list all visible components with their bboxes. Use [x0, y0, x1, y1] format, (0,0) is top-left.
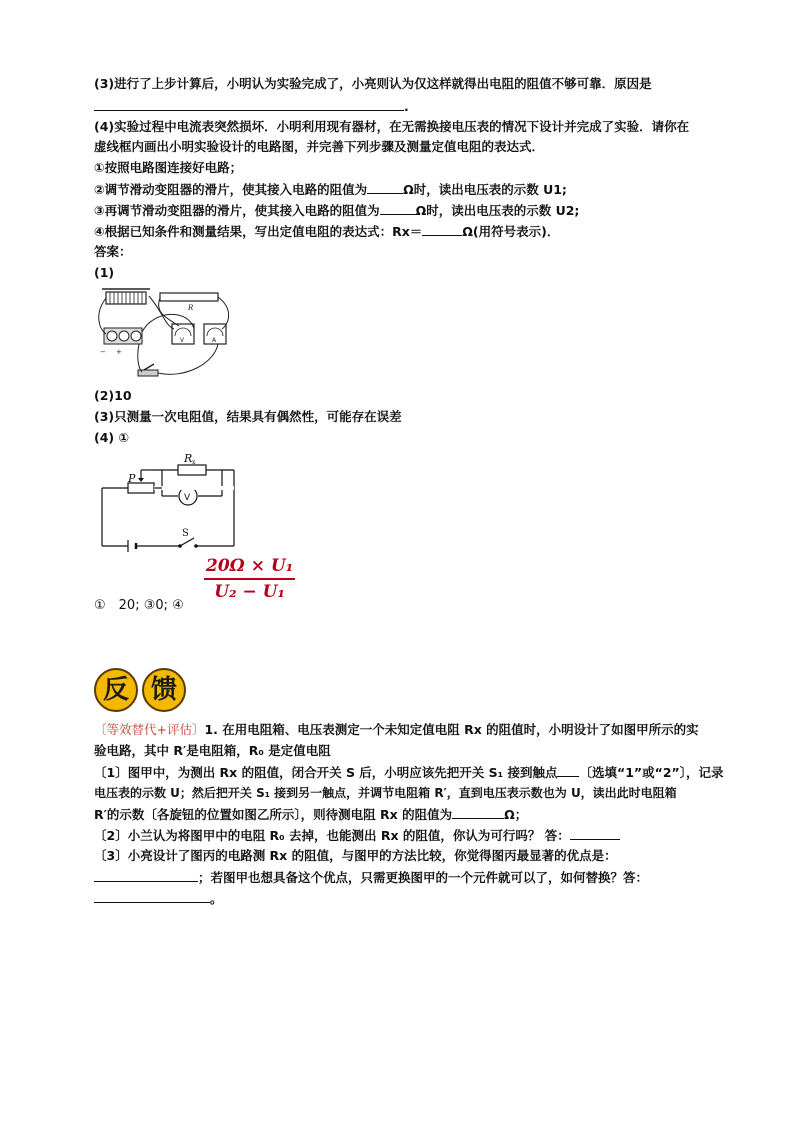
feedback-badge [94, 668, 186, 712]
feedback-s1-line2: 电压表的示数 U；然后把开关 S₁ 接到另一触点，并调节电阻箱 R′，直到电压表示数也为 U，读出此时电阻箱 [94, 786, 677, 800]
feedback-s3-line1: 〔3〕小亮设计了图丙的电路测 Rx 的阻值，与图甲的方法比较，你觉得图丙最显著的优点是： [94, 848, 617, 863]
fig1-r-label: R [188, 304, 194, 312]
v-label: V [184, 493, 191, 503]
q3-text: (3)进行了上步计算后，小明认为实验完成了，小亮则认为仅这样就得出电阻的阻值不够可靠．原因是 [94, 76, 652, 91]
badge-char-2: 馈 [142, 668, 186, 712]
s2-answer-blank[interactable] [570, 827, 620, 840]
feedback-s3-line2: ；若图甲也想具备这个优点，只需更换图甲的一个元件就可以了，如何替换？答： [94, 869, 648, 886]
q3-blank-line[interactable]: . [94, 98, 409, 115]
svg-text:+: + [116, 348, 122, 356]
answer-3: (3)只测量一次电阻值，结果具有偶然性，可能存在误差 [94, 409, 402, 424]
q4-line2: 虚线框内画出小明实验设计的电路图，并完善下列步骤及测量定值电阻的表达式． [94, 139, 545, 154]
svg-text:−: − [100, 348, 106, 356]
answer-1: (1) [94, 265, 115, 280]
badge-char-1: 反 [94, 668, 138, 712]
step2-blank[interactable] [367, 181, 403, 194]
feedback-s2: 〔2〕小兰认为将图甲中的电阻 R₀ 去掉，也能测出 Rx 的阻值，你认为可行吗？ 答： [94, 827, 620, 844]
physical-circuit-figure [94, 284, 234, 384]
fig1-a-label: A [212, 337, 217, 344]
answer-label: 答案： [94, 244, 132, 259]
p-label: P [128, 472, 136, 485]
answer-2: (2)10 [94, 388, 132, 403]
rx-label: R [184, 452, 193, 465]
s1-resistance-blank[interactable] [452, 806, 504, 819]
q4-step4: ④根据已知条件和测量结果，写出定值电阻的表达式：Rx＝ Ω(用符号表示)． [94, 224, 560, 239]
q4-line1: (4)实验过程中电流表突然损坏．小明利用现有器材，在无需换接电压表的情况下设计并完成了实验．请你在 [94, 119, 690, 134]
rx-formula: $\frac{\text{20Ω × U₁}}{\text{U₂ − U₁}}$ [206, 556, 294, 602]
step4-blank[interactable] [422, 223, 462, 236]
q4-step1: ①按照电路图连接好电路； [94, 160, 243, 175]
feedback-s3-line3: 。 [94, 890, 223, 907]
circuit-schematic-figure [94, 448, 244, 554]
s-label: S [182, 528, 189, 539]
answer-4: (4) ① [94, 430, 130, 445]
feedback-s1-line3: R′的示数〔各旋钮的位置如图乙所示〕，则待测电阻 Rx 的阻值为 Ω； [94, 807, 528, 822]
feedback-q1-line2: 验电路，其中 R′是电阻箱，R₀ 是定值电阻 [94, 743, 331, 758]
q4-step3: ③再调节滑动变阻器的滑片，使其接入电路的阻值为 Ω时，读出电压表的示数 U2; [94, 203, 580, 218]
q4-step2: ②调节滑动变阻器的滑片，使其接入电路的阻值为 Ω时，读出电压表的示数 U1; [94, 182, 567, 197]
s3-advantage-blank[interactable] [94, 869, 198, 882]
feedback-q1-line1: 〔等效替代+评估〕1. 在用电阻箱、电压表测定一个未知定值电阻 Rx 的阻值时，小明设计了如图甲所示的实 [94, 722, 699, 737]
step3-blank[interactable] [380, 202, 416, 215]
feedback-s1-line1: 〔1〕图甲中，为测出 Rx 的阻值，闭合开关 S 后，小明应该先把开关 S₁ 接到触点 〔选填“1”或“2”〕，记录 [94, 765, 724, 780]
s1-contact-blank[interactable] [557, 764, 579, 777]
answer-final-line: ① 20; ③0; ④ [94, 598, 184, 613]
rx-sub-label: x [192, 459, 196, 466]
fig1-v-label: V [180, 337, 185, 344]
s3-replace-blank[interactable] [94, 890, 210, 903]
